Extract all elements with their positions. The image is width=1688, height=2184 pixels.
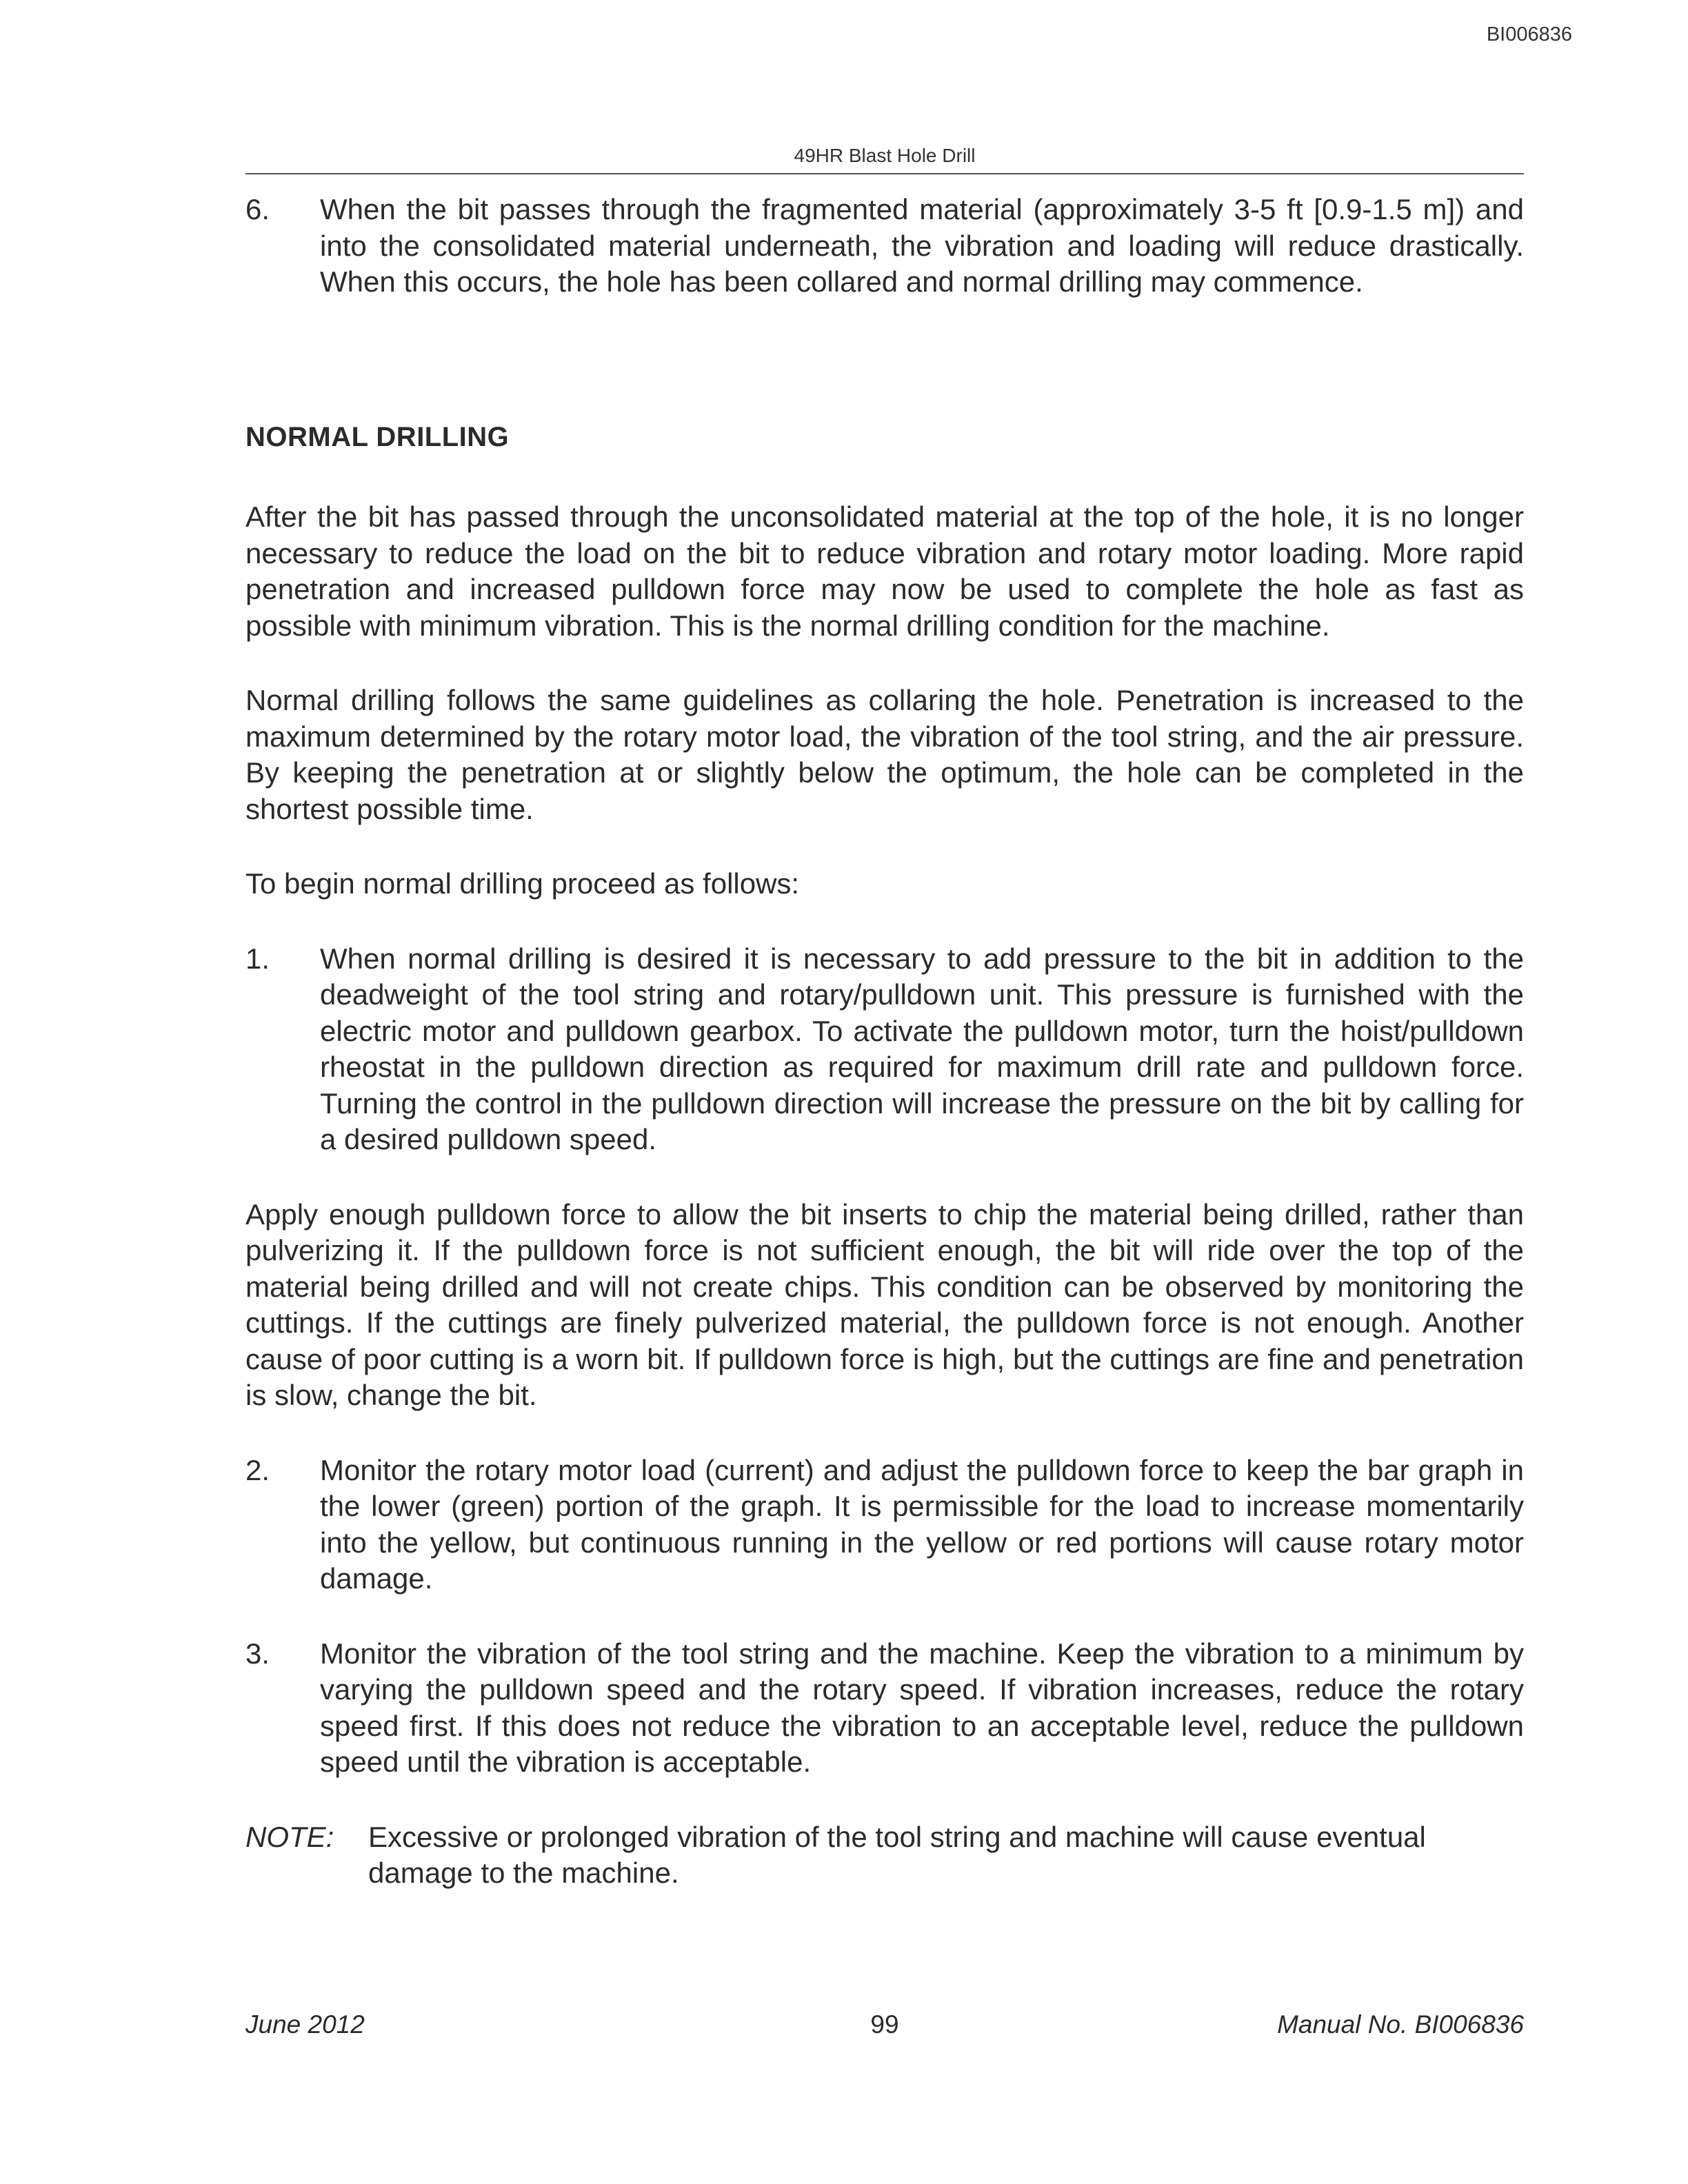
running-header: 49HR Blast Hole Drill: [794, 145, 976, 166]
paragraph-procedure-lead: To begin normal drilling proceed as follows:: [245, 867, 800, 900]
page-footer: [245, 2010, 1524, 2045]
page-number: 99: [870, 2010, 899, 2039]
note-block: [245, 1819, 1524, 1892]
footer-manual-number: Manual No. BI006836: [1277, 2010, 1524, 2039]
note-text: Excessive or prolonged vibration of the tool string and machine will cause eventual damage to the machine.: [368, 1820, 1426, 1889]
list-item-text: Monitor the rotary motor load (current) and adjust the pulldown force to keep the bar graph in the lower (green) portion of the graph. It is permissible for the load to increase momentarily into the yellow, but continuous running in the yellow or red portions will cause rotary motor damage.: [320, 1453, 1524, 1595]
header-rule: [245, 173, 1524, 174]
paragraph-guidelines: Normal drilling follows the same guidelines as collaring the hole. Penetration is increased to the maximum determined by the rotary motor load, the vibration of the tool string, and the air pressure. By keeping the penetration at or slightly below the optimum, the hole can be completed in the shortest possible time.: [245, 684, 1524, 825]
list-item-text: When the bit passes through the fragmented material (approximately 3-5 ft [0.9-1.5 m]) and into the consolidated material underneath, the vibration and loading will reduce drastically. When this occurs, the hole has been collared and normal drilling may commence.: [320, 193, 1524, 298]
list-item-number: 6.: [245, 193, 270, 225]
document-id: BI006836: [1486, 23, 1572, 46]
list-item-1: [245, 941, 1524, 1158]
list-item-text: When normal drilling is desired it is necessary to add pressure to the bit in addition to the deadweight of the tool string and rotary/pulldown unit. This pressure is furnished with the electric motor and pulldown gearbox. To activate the pulldown motor, turn the hoist/pulldown rheostat in the pulldown direction as required for maximum drill rate and pulldown force. Turning the control in the pulldown direction will increase the pressure on the bit by calling for a desired pulldown speed.: [320, 942, 1524, 1155]
note-label: NOTE:: [245, 1820, 334, 1853]
list-item-3: [245, 1636, 1524, 1781]
list-item-text: Monitor the vibration of the tool string and the machine. Keep the vibration to a minimum by varying the pulldown speed and the rotary speed. If vibration increases, reduce the rotary speed first. If this does not reduce the vibration to an acceptable level, reduce the pulldown speed until the vibration is acceptable.: [320, 1637, 1524, 1778]
list-item-number: 2.: [245, 1453, 270, 1486]
section-heading: NORMAL DRILLING: [245, 421, 510, 452]
paragraph-pulldown-force: Apply enough pulldown force to allow the bit inserts to chip the material being drilled, rather than pulverizing it. If the pulldown force is not sufficient enough, the bit will ride over the top of the material being drilled and will not create chips. This condition can be observed by monitoring the cuttings. If the cuttings are finely pulverized material, the pulldown force is not enough. Another cause of poor cutting is a worn bit. If pulldown force is high, but the cuttings are fine and penetration is slow, change the bit.: [245, 1197, 1524, 1411]
list-item-number: 1.: [245, 942, 270, 975]
list-item-number: 3.: [245, 1637, 270, 1670]
list-item-6: [245, 192, 1524, 301]
paragraph-intro: After the bit has passed through the unconsolidated material at the top of the hole, it is no longer necessary to reduce the load on the bit to reduce vibration and rotary motor loading. More rapid penetration and increased pulldown force may now be used to complete the hole as fast as possible with minimum vibration. This is the normal drilling condition for the machine.: [245, 501, 1524, 642]
list-item-2: [245, 1453, 1524, 1597]
footer-date: June 2012: [245, 2010, 365, 2039]
page-content: [245, 192, 1524, 1892]
